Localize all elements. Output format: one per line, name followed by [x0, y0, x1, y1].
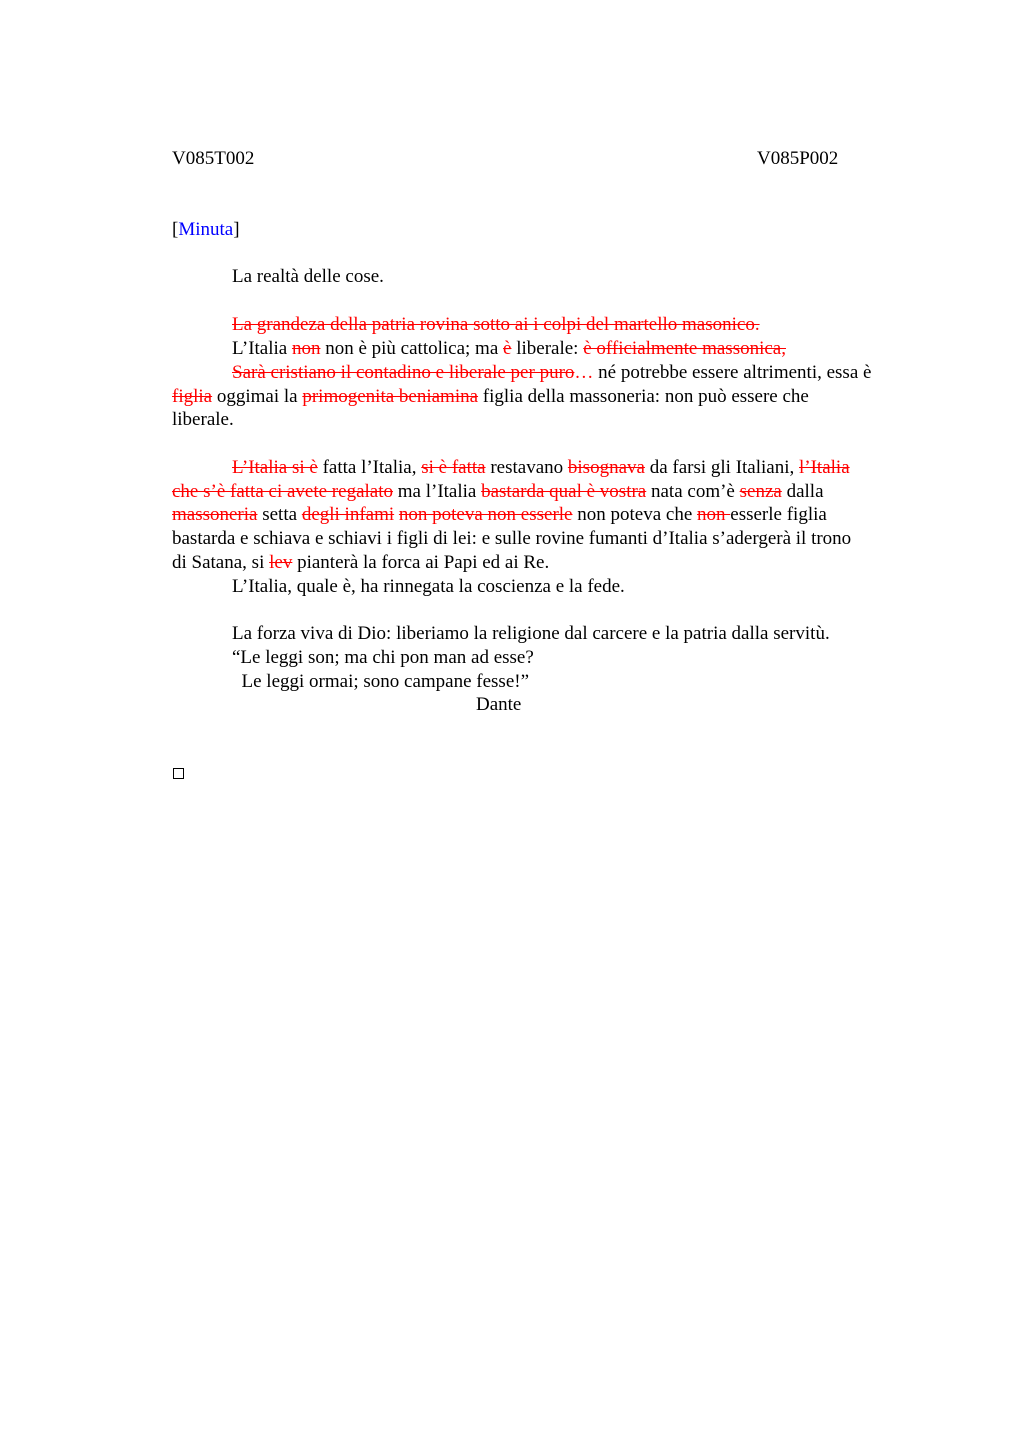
document-code-right: V085P002 [757, 148, 839, 169]
deleted-text: La grandeza della patria rovina sotto ai i colpi del martello masonico. [232, 314, 760, 335]
para2-line5: di Satana, si lev pianterà la forca ai Papi ed ai Re. [172, 552, 550, 573]
deleted-text: non poteva non esserle [398, 504, 573, 525]
para1-line1 [172, 313, 1012, 337]
deleted-text: L’Italia si è [232, 457, 318, 478]
quote-line2: Le leggi ormai; sono campane fesse!” [232, 671, 530, 692]
deleted-text: figlia [172, 386, 213, 407]
deleted-text: lev [269, 552, 293, 573]
deleted-text: si è fatta [421, 457, 486, 478]
para1-line4: figlia oggimai la primogenita beniamina figlia della massoneria: non può essere che [172, 386, 809, 407]
deleted-text: senza [739, 481, 782, 502]
para1-line2: L’Italia non non è più cattolica; ma è liberale: è officialmente massonica, [232, 338, 786, 359]
deleted-text: primogenita beniamina [302, 386, 479, 407]
deleted-text: Sarà cristiano il contadino e liberale per puro [232, 362, 575, 383]
quote-line1: “Le leggi son; ma chi pon man ad esse? [232, 647, 534, 668]
deleted-text: l’Italia [799, 457, 850, 478]
para1-line5: liberale. [172, 409, 234, 430]
empty-checkbox-symbol [173, 768, 184, 779]
section-label: [Minuta] [172, 219, 240, 240]
deleted-text: non [291, 338, 321, 359]
para1-line3: Sarà cristiano il contadino e liberale per puro… né potrebbe essere altrimenti, essa è [232, 362, 872, 383]
para2-line1: L’Italia si è fatta l’Italia, si è fatta restavano bisognava da farsi gli Italiani, l’Italia [232, 457, 850, 478]
deleted-text: degli infami [301, 504, 395, 525]
para2-line6: L’Italia, quale è, ha rinnegata la coscienza e la fede. [232, 576, 625, 597]
deleted-text: è [503, 338, 512, 359]
document-code-left: V085T002 [172, 148, 255, 169]
para2-line4: bastarda e schiava e schiavi i figli di lei: e sulle rovine fumanti d’Italia s’adergerà il trono [172, 528, 852, 549]
quote-author: Dante [476, 694, 522, 715]
deleted-text: massoneria [172, 504, 258, 525]
document-title: La realtà delle cose. [232, 266, 384, 287]
deleted-text: non [697, 504, 731, 525]
deleted-text: è officialmente massonica, [583, 338, 786, 359]
minuta-label: Minuta [178, 219, 234, 240]
deleted-text: che s’è fatta ci avete regalato [172, 481, 393, 502]
para2-line2: che s’è fatta ci avete regalato ma l’Italia bastarda qual è vostra nata com’è senza dalla [172, 481, 824, 502]
para2-line3: massoneria setta degli infami non poteva non esserle non poteva che non esserle figlia [172, 504, 827, 525]
ellipsis: … [574, 362, 594, 383]
deleted-text: bastarda qual è vostra [481, 481, 647, 502]
deleted-text: bisognava [567, 457, 645, 478]
para3-line1: La forza viva di Dio: liberiamo la religione dal carcere e la patria dalla servitù. [232, 623, 830, 644]
